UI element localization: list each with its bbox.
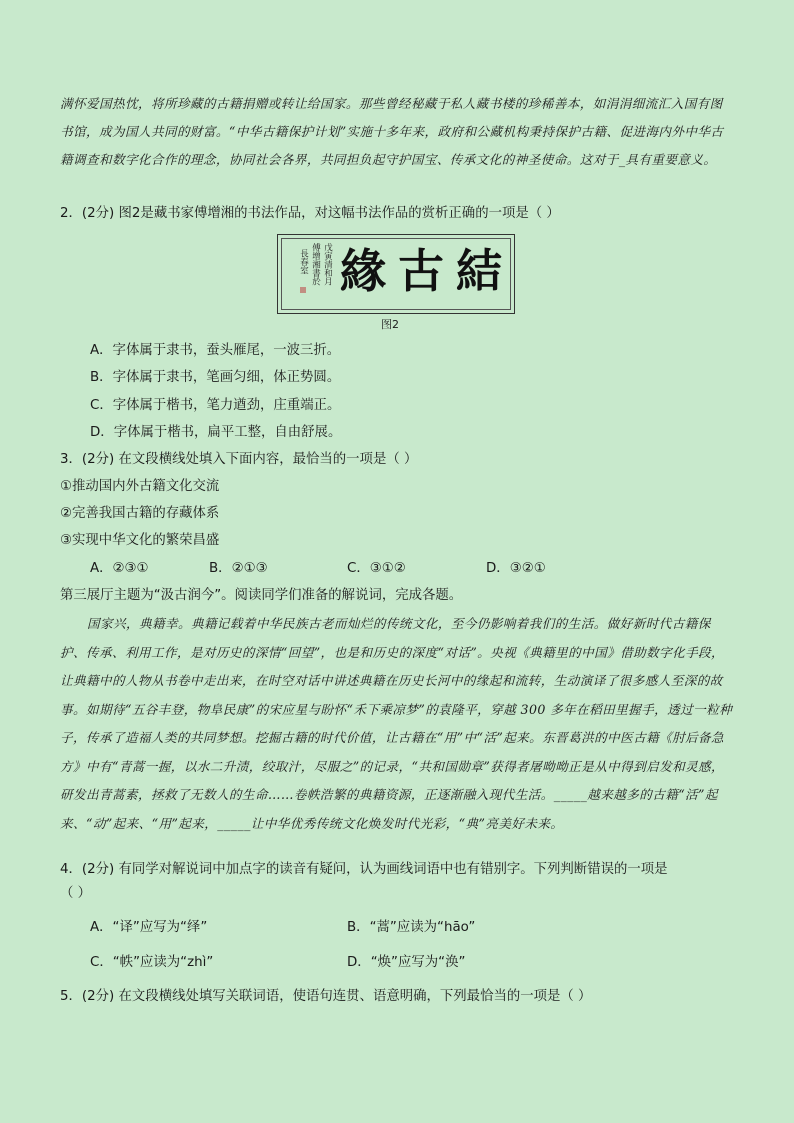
q3-option-a: A．②③①	[90, 561, 149, 576]
q2-option-c: C．字体属于楷书，笔力遒劲，庄重端正。	[90, 398, 341, 413]
figure-caption: 图2	[381, 318, 399, 331]
q4-option-a: A．“译”应写为“绎”	[90, 920, 208, 935]
question-5-stem: 5．(2分) 在文段横线处填写关联词语，使语句连贯、语意明确，下列最恰当的一项是（ ）	[60, 989, 592, 1004]
q3-option-c: C．③①②	[347, 561, 406, 576]
q4-option-b: B．“蒿”应读为“hāo”	[347, 920, 476, 935]
inscription-left: 長春室	[298, 249, 309, 275]
calligraphy-text: 緣古結	[340, 244, 514, 298]
inscription-right: 戊寅清和月	[322, 243, 333, 286]
question-2-stem: 2．(2分) 图2是藏书家傅增湘的书法作品，对这幅书法作品的赏析正确的一项是（ ）	[60, 206, 560, 221]
seal-stamp	[300, 287, 306, 293]
question-4-stem-line2: （ ）	[60, 886, 92, 901]
q2-option-d: D．字体属于楷书，扁平工整，自由舒展。	[90, 425, 342, 440]
q3-item-1: ①推动国内外古籍文化交流	[60, 479, 220, 494]
q3-option-d: D．③②①	[486, 561, 546, 576]
q2-option-b: B．字体属于隶书，笔画匀细，体正势圆。	[90, 370, 341, 385]
q2-option-a: A．字体属于隶书，蚕头雁尾，一波三折。	[90, 343, 341, 358]
question-3-stem: 3．(2分) 在文段横线处填入下面内容，最恰当的一项是（ ）	[60, 452, 418, 467]
question-4-stem-line1: 4．(2分) 有同学对解说词中加点字的读音有疑问，认为画线词语中也有错别字。下列判断错误的一项是	[60, 862, 668, 877]
q3-item-3: ③实现中华文化的繁荣昌盛	[60, 533, 220, 548]
hall-3-intro: 第三展厅主题为“汲古润今”。阅读同学们准备的解说词，完成各题。	[60, 588, 463, 603]
inscription-mid: 傅增湘書於	[310, 243, 321, 286]
passage-1: 满怀爱国热忱，将所珍藏的古籍捐赠或转让给国家。那些曾经秘藏于私人藏书楼的珍稀善本，如涓涓细流汇入国有图书馆，成为国人共同的财富。“中华古籍保护计划”实施十多年来，政府和公藏机构秉持保护古籍、促进海内外中华古籍调查和数字化合作的理念，协同社会各界，共同担负起守护国宝、传承文化的神圣使命。这对于_具有重要意义。	[60, 96, 724, 167]
calligraphy-figure	[277, 234, 515, 314]
q3-item-2: ②完善我国古籍的存藏体系	[60, 506, 220, 521]
q4-option-c: C．“帙”应读为“zhì”	[90, 955, 214, 970]
q4-option-d: D．“焕”应写为“涣”	[347, 955, 466, 970]
passage-2: 国家兴，典籍幸。典籍记载着中华民族古老而灿烂的传统文化，至今仍影响着我们的生活。做好新时代古籍保护、传承、利用工作，是对历史的深情“回望”，也是和历史的深度“对话”。央视《典籍里的中国》借助数字化手段，让典籍中的人物从书卷中走出来，在时空对话中讲述典籍在历史长河中的缘起和流转，生动演译了很多感人至深的故事。如期待“五谷丰登，物阜民康”的宋应星与盼怀“禾下乘凉梦”的袁隆平，穿越 300 多年在稻田里握手，透过一粒种子，传承了造福人类的共同梦想。挖掘古籍的时代价值，让古籍在“用”中“活”起来。东晋葛洪的中医古籍《肘后备急方》中有“青蒿一握，以水二升渍，绞取汁，尽服之”的记录，“共和国勋章”获得者屠呦呦正是从中得到启发和灵感，研发出青蒿素，拯救了无数人的生命……卷帙浩繁的典籍资源，正逐渐融入现代生活。_____越来越多的古籍“活”起来、“动”起来、“用”起来，_____让中华优秀传统文化焕发时代光彩，“典”亮美好未来。	[60, 616, 733, 831]
q3-option-b: B．②①③	[209, 561, 268, 576]
